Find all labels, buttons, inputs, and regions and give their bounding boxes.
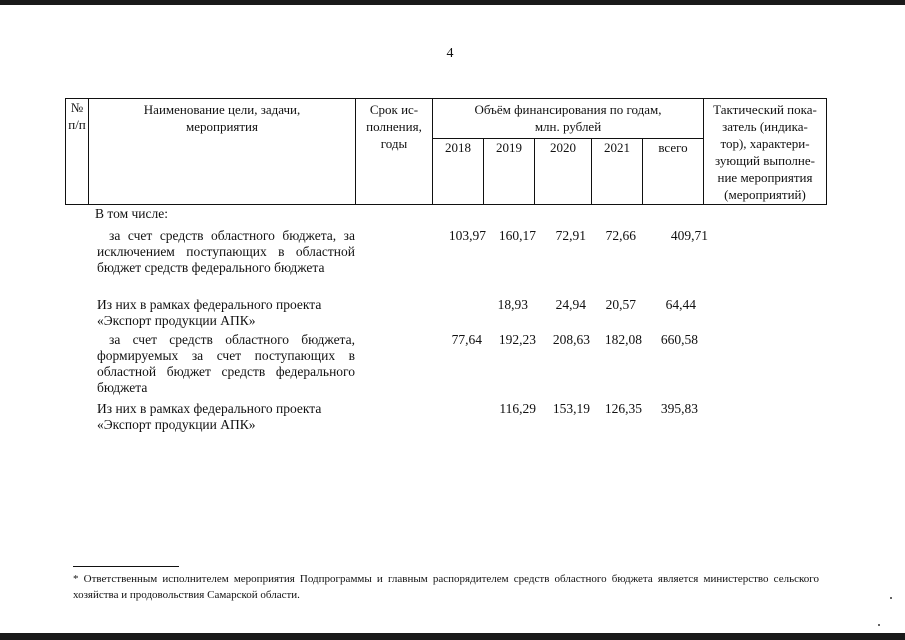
header-year-2018: 2018 [433,139,484,205]
row1-2018: 103,97 [448,228,486,243]
row3-label: за счет средств областного бюджета, формируемых за счет поступающих в областной бюджет средств федерального бюджета [97,332,355,395]
row1-total: 409,71 [670,228,708,243]
scan-speck [890,597,892,599]
in-total-label: В том числе: [95,206,168,221]
header-funding: Объём финансирования по годам, млн. рублей [433,99,704,139]
header-indicator: Тактический пока- затель (индика- тор), характери- зующий выполне- ние мероприятия (мероприятий) [704,99,827,205]
row2-total: 64,44 [665,297,696,312]
scan-bottom-border [0,633,905,640]
header-year-2020: 2020 [535,139,592,205]
row4-2021: 126,35 [604,401,642,416]
header-name: Наименование цели, задачи, мероприятия [89,99,356,205]
row3-2019: 192,23 [498,332,536,347]
scan-top-border [0,0,905,5]
row4-2019: 116,29 [499,401,536,416]
row2-label: Из них в рамках федерального проекта «Экспорт продукции АПК» [97,297,322,328]
row3-2021: 182,08 [604,332,642,347]
header-total: всего [643,139,704,205]
row1-label: за счет средств областного бюджета, за исключением поступающих в областной бюджет средств федерального бюджета [97,228,355,275]
row1-2021: 72,66 [605,228,636,243]
footnote: * Ответственным исполнителем мероприятия Подпрограммы и главным распорядителем средств областного бюджета является министерство сельского хозяйства и продовольствия Самарской области. [73,573,819,601]
header-term: Срок ис- полнения, годы [356,99,433,205]
footnote-divider [73,566,179,567]
row3-2020: 208,63 [552,332,590,347]
header-year-2021: 2021 [592,139,643,205]
header-num: № п/п [66,99,89,205]
row4-total: 395,83 [660,401,698,416]
row4-2020: 153,19 [552,401,590,416]
table-header [65,98,827,205]
page-number: 4 [446,46,454,61]
header-year-2019: 2019 [484,139,535,205]
row3-2018: 77,64 [451,332,482,347]
row2-2020: 24,94 [555,297,586,312]
scan-speck [878,624,880,626]
row2-2021: 20,57 [605,297,636,312]
row1-2020: 72,91 [555,228,586,243]
row2-2019: 18,93 [497,297,528,312]
row4-label: Из них в рамках федерального проекта «Экспорт продукции АПК» [97,401,322,432]
row3-total: 660,58 [660,332,698,347]
row1-2019: 160,17 [498,228,536,243]
